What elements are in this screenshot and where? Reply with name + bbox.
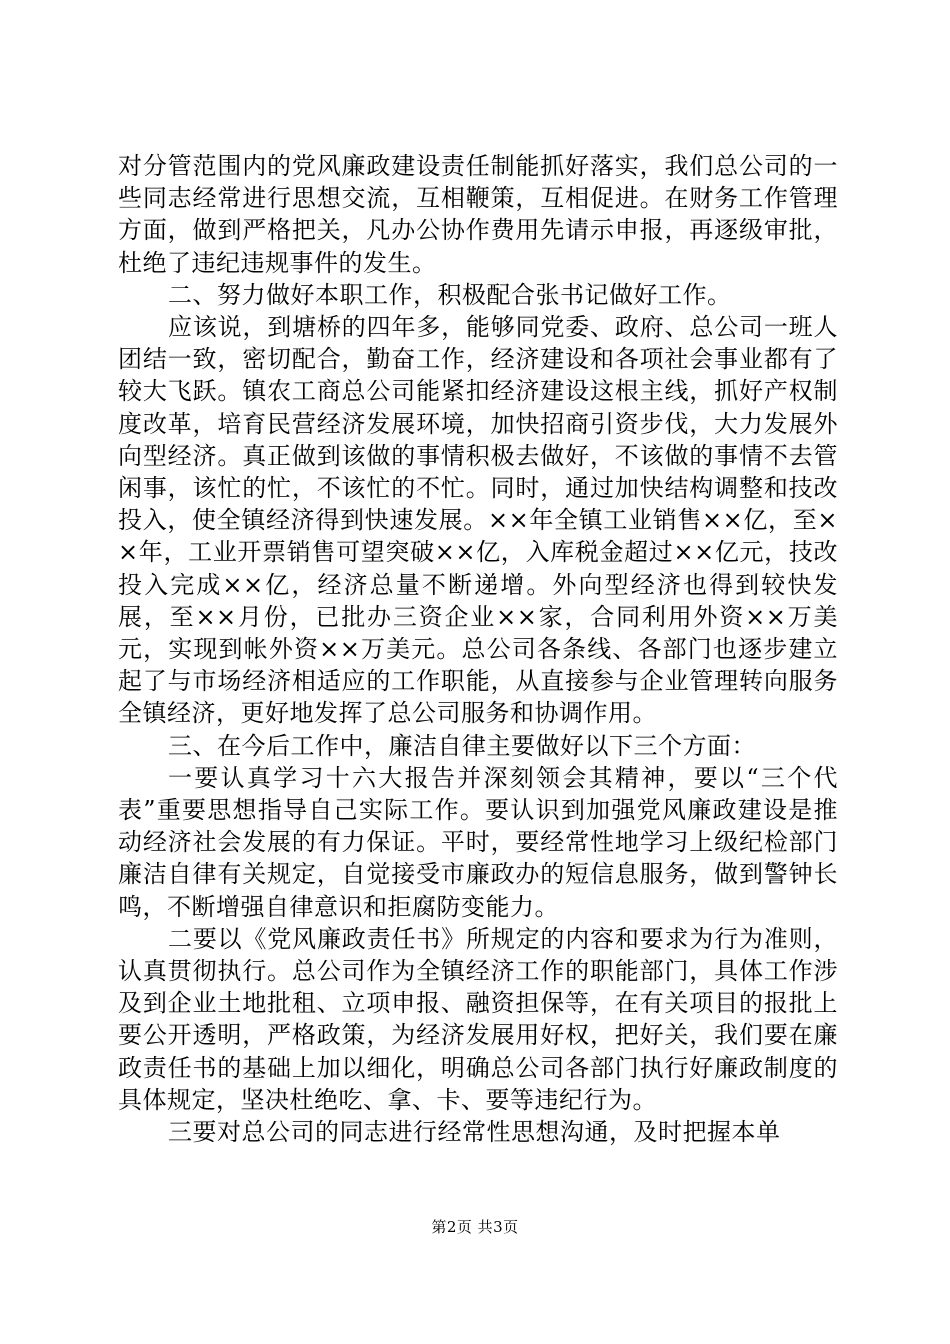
paragraph-5: 一要认真学习十六大报告并深刻领会其精神，要以“三个代表”重要思想指导自己实际工作。要认识到加强党风廉政建设是推动经济社会发展的有力保证。平时，要经常性地学习上级纪检部门廉洁自律有关规定，自觉接受市廉政办的短信息服务，做到警钟长鸣，不断增强自律意识和拒腐防变能力。	[118, 763, 838, 921]
paragraph-2-heading: 二、努力做好本职工作，积极配合张书记做好工作。	[168, 280, 732, 309]
document-body	[118, 150, 838, 1148]
paragraph-6: 二要以《党风廉政责任书》所规定的内容和要求为行为准则，认真贯彻执行。总公司作为全镇经济工作的职能部门，具体工作涉及到企业土地批租、立项申报、融资担保等，在有关项目的报批上要公开透明，严格政策，为经济发展用好权，把好关，我们要在廉政责任书的基础上加以细化，明确总公司各部门执行好廉政制度的具体规定，坚决杜绝吃、拿、卡、要等违纪行为。	[118, 924, 838, 1114]
page-footer: 第2页 共3页	[431, 1218, 519, 1236]
paragraph-1: 对分管范围内的党风廉政建设责任制能抓好落实，我们总公司的一些同志经常进行思想交流，互相鞭策，互相促进。在财务工作管理方面，做到严格把关，凡办公协作费用先请示申报，再逐级审批，杜绝了违纪违规事件的发生。	[118, 152, 838, 277]
paragraph-3: 应该说，到塘桥的四年多，能够同党委、政府、总公司一班人团结一致，密切配合，勤奋工作，经济建设和各项社会事业都有了较大飞跃。镇农工商总公司能紧扣经济建设这根主线，抓好产权制度改革，培育民营经济发展环境，加快招商引资步伐，大力发展外向型经济。真正做到该做的事情积极去做好，不该做的事情不去管闲事，该忙的忙，不该忙的不忙。同时，通过加快结构调整和技改投入，使全镇经济得到快速发展。××年全镇工业销售××亿，至××年，工业开票销售可望突破××亿，入库税金超过××亿元，技改投入完成××亿，经济总量不断递增。外向型经济也得到较快发展，至××月份，已批办三资企业××家，合同利用外资××万美元，实现到帐外资××万美元。总公司各条线、各部门也逐步建立起了与市场经济相适应的工作职能，从直接参与企业管理转向服务全镇经济，更好地发挥了总公司服务和协调作用。	[118, 313, 838, 728]
paragraph-7: 三要对总公司的同志进行经常性思想沟通，及时把握本单	[168, 1118, 781, 1147]
paragraph-4-heading: 三、在今后工作中，廉洁自律主要做好以下三个方面：	[168, 731, 756, 760]
